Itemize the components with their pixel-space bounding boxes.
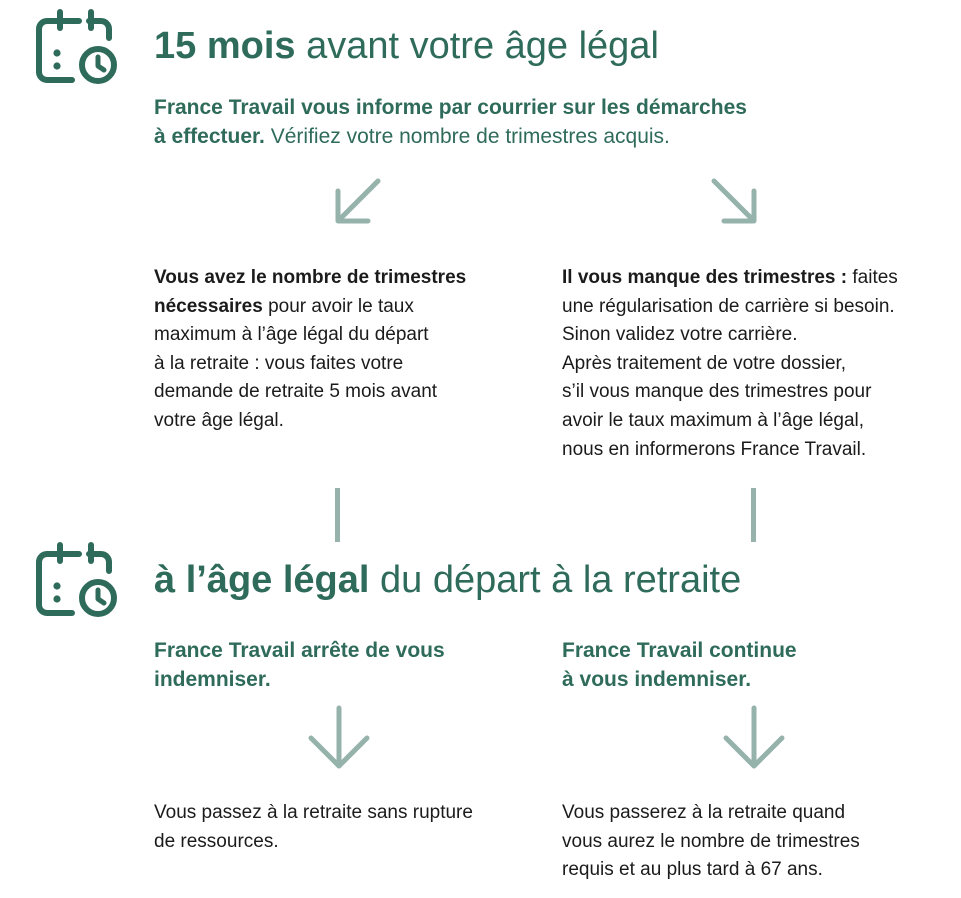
left-branch-bold-1: Vous avez le nombre de trimestres [154, 267, 467, 288]
step2-right-line: requis et au plus tard à 67 ans. [562, 859, 823, 881]
step1-title-rest: avant votre âge légal [295, 25, 659, 67]
step2-title [154, 560, 741, 602]
step2-left-heading-line: indemniser. [154, 668, 271, 691]
right-branch-text [562, 264, 898, 464]
arrow-down-icon [722, 704, 786, 772]
step2-right-heading [562, 636, 797, 694]
right-branch-line: une régularisation de carrière si besoin. [562, 295, 895, 317]
right-branch-line: nous en informerons France Travail. [562, 438, 867, 460]
right-branch-line: Après traitement de votre dossier, [562, 352, 847, 374]
step1-intro [154, 93, 747, 151]
step1-intro-bold-2: à effectuer. [154, 125, 265, 148]
left-branch-text [154, 264, 466, 436]
step2-right-heading-line: à vous indemniser. [562, 668, 752, 691]
left-branch-line: maximum à l’âge légal du départ [154, 324, 429, 346]
right-branch-bold-1: Il vous manque des trimestres : [562, 267, 848, 288]
left-branch-line: votre âge légal. [154, 409, 284, 431]
connector-right [751, 488, 756, 542]
arrow-down-left-icon [330, 175, 386, 231]
left-branch-rest-2: pour avoir le taux [262, 295, 414, 317]
arrow-down-right-icon [706, 175, 762, 231]
arrow-down-icon [307, 704, 371, 772]
step2-left-line: de ressources. [154, 830, 279, 852]
step2-left-heading [154, 636, 445, 694]
step2-right-line: Vous passerez à la retraite quand [562, 802, 846, 823]
left-branch-bold-2: nécessaires [154, 295, 263, 317]
step2-title-bold: à l’âge légal [154, 559, 370, 601]
step1-intro-rest: Vérifiez votre nombre de trimestres acquis. [264, 125, 670, 148]
connector-left [335, 488, 340, 542]
step2-left-outcome [154, 799, 473, 856]
step1-title-bold: 15 mois [154, 25, 296, 67]
step1-title [154, 26, 659, 68]
right-branch-line: avoir le taux maximum à l’âge légal, [562, 409, 865, 431]
left-branch-line: à la retraite : vous faites votre [154, 352, 404, 374]
step2-left-heading-line: France Travail arrête de vous [154, 639, 445, 662]
left-branch-line: demande de retraite 5 mois avant [154, 381, 438, 403]
step2-left-line: Vous passez à la retraite sans rupture [154, 802, 473, 823]
right-branch-rest-1: faites [847, 267, 898, 288]
calendar-clock-icon [35, 541, 119, 621]
calendar-clock-icon [35, 8, 119, 88]
step2-right-heading-line: France Travail continue [562, 639, 797, 662]
step2-right-outcome [562, 799, 860, 885]
step2-title-rest: du départ à la retraite [369, 559, 742, 601]
step2-right-line: vous aurez le nombre de trimestres [562, 830, 860, 852]
step1-intro-bold-1: France Travail vous informe par courrier sur les démarches [154, 96, 747, 119]
right-branch-line: Sinon validez votre carrière. [562, 324, 798, 346]
right-branch-line: s’il vous manque des trimestres pour [562, 381, 872, 403]
